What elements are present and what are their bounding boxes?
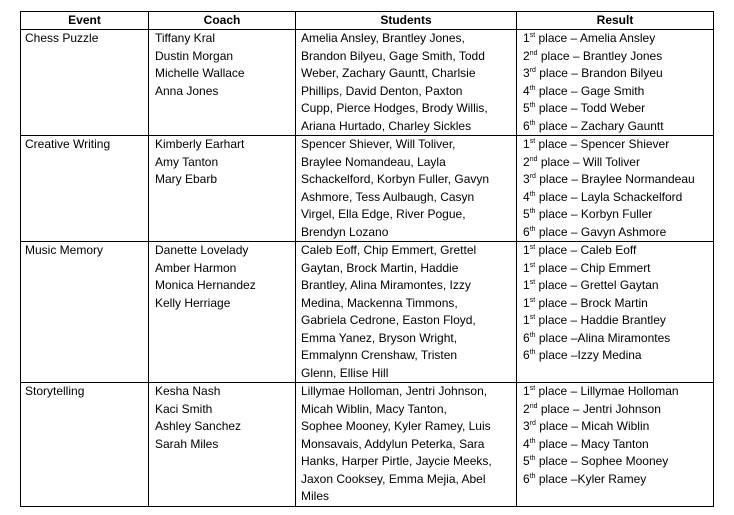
place-winner: place – Chip Emmert [535, 260, 651, 275]
header-event: Event [21, 12, 149, 30]
place-number: 1 [523, 243, 530, 257]
result-line [523, 100, 709, 118]
students-line: Jaxon Cooksey, Emma Mejia, Abel [301, 471, 486, 486]
place-suffix: nd [529, 402, 538, 410]
result-line [523, 224, 709, 242]
students-line: Monsavais, Addylun Peterka, Sara [301, 436, 485, 451]
table-row [21, 242, 714, 383]
place-suffix: th [529, 208, 536, 215]
place-suffix: th [529, 331, 536, 339]
coach-name: Michelle Wallace [155, 66, 245, 80]
result-line [523, 383, 709, 401]
place-number: 4 [523, 189, 530, 204]
place-suffix: st [529, 314, 536, 321]
students-line: Cupp, Pierce Hodges, Brody Willis, [301, 101, 488, 115]
students-line: Braylee Nomandeau, Layla [301, 154, 446, 169]
result-line [523, 312, 709, 330]
place-winner: place –Kyler Ramey [535, 471, 647, 486]
place-winner: place – Zachary Gauntt [535, 118, 664, 133]
result-line [523, 277, 709, 295]
place-number: 3 [523, 66, 530, 80]
place-suffix: st [529, 385, 536, 392]
place-winner: place – Macy Tanton [535, 436, 649, 451]
coach-name: Tiffany Kral [155, 31, 216, 45]
place-winner: place – Todd Weber [535, 101, 646, 115]
place-number: 3 [523, 419, 530, 433]
place-number: 6 [523, 330, 530, 345]
place-suffix: th [529, 102, 536, 109]
result-line [523, 189, 709, 207]
place-suffix: th [529, 472, 536, 480]
coach-name: Kimberly Earhart [155, 137, 245, 151]
event-cell [21, 136, 149, 242]
place-number: 1 [523, 278, 530, 292]
place-winner: place – Will Toliver [537, 154, 640, 169]
place-suffix: nd [529, 49, 538, 57]
place-suffix: th [529, 119, 536, 127]
place-winner: place – Brantley Jones [537, 48, 663, 63]
students-line: Ashmore, Tess Aulbaugh, Casyn [301, 189, 475, 204]
result-line [523, 347, 709, 365]
place-number: 3 [523, 172, 530, 186]
coach-name: Kaci Smith [155, 401, 213, 416]
students-line: Ariana Hurtado, Charley Sickles [301, 118, 472, 133]
result-line [523, 136, 709, 154]
place-suffix: st [529, 296, 536, 304]
result-line [523, 171, 709, 189]
coach-cell [149, 30, 296, 136]
result-line [523, 30, 709, 48]
result-line [523, 48, 709, 66]
place-number: 6 [523, 471, 530, 486]
students-line: Amelia Ansley, Brantley Jones, [301, 31, 465, 45]
event-cell [21, 30, 149, 136]
coach-name: Anna Jones [155, 83, 219, 98]
place-winner: place – Sophee Mooney [535, 454, 669, 468]
place-winner: place – Gage Smith [535, 83, 645, 98]
event-name: Chess Puzzle [25, 31, 99, 45]
result-line [523, 260, 709, 278]
header-row [21, 12, 714, 30]
students-line: Brantley, Alina Miramontes, Izzy [301, 278, 471, 292]
place-number: 1 [523, 313, 530, 327]
result-cell [517, 136, 714, 242]
result-line [523, 242, 709, 260]
event-cell [21, 242, 149, 383]
place-suffix: st [529, 32, 536, 39]
place-number: 1 [523, 31, 530, 45]
coach-name: Ashley Sanchez [155, 419, 242, 433]
students-line: Emma Yanez, Bryson Wright, [301, 330, 458, 345]
place-number: 1 [523, 260, 530, 275]
result-line [523, 65, 709, 83]
students-line: Lillymae Holloman, Jentri Johnson, [301, 384, 488, 398]
place-suffix: th [529, 190, 536, 198]
place-suffix: st [529, 138, 536, 145]
students-cell [296, 383, 517, 507]
students-line: Spencer Shiever, Will Toliver, [301, 137, 456, 151]
students-cell [296, 242, 517, 383]
coach-name: Amber Harmon [155, 260, 237, 275]
event-cell [21, 383, 149, 507]
place-winner: place – Micah Wiblin [535, 419, 650, 433]
place-number: 1 [523, 295, 530, 310]
students-line: Gaytan, Brock Martin, Haddie [301, 260, 459, 275]
place-number: 4 [523, 436, 530, 451]
place-winner: place – Caleb Eoff [535, 243, 637, 257]
table-row [21, 383, 714, 507]
students-line: Sophee Mooney, Kyler Ramey, Luis [301, 419, 491, 433]
students-line: Micah Wiblin, Macy Tanton, [301, 401, 447, 416]
place-number: 4 [523, 83, 530, 98]
place-number: 5 [523, 454, 530, 468]
coach-name: Kelly Herriage [155, 295, 231, 310]
result-line [523, 436, 709, 454]
students-cell [296, 136, 517, 242]
result-line [523, 83, 709, 101]
students-line: Gabriela Cedrone, Easton Floyd, [301, 313, 476, 327]
students-line: Glenn, Ellise Hill [301, 365, 389, 380]
place-number: 2 [523, 401, 530, 416]
place-number: 6 [523, 348, 530, 362]
place-suffix: th [529, 437, 536, 445]
event-name: Storytelling [25, 384, 85, 398]
place-number: 2 [523, 154, 530, 169]
place-suffix: rd [529, 420, 536, 427]
table-row [21, 30, 714, 136]
students-line: Schackelford, Korbyn Fuller, Gavyn [301, 172, 490, 186]
coach-name: Amy Tanton [155, 154, 219, 169]
students-line: Brendyn Lozano [301, 224, 389, 239]
header-coach: Coach [149, 12, 296, 30]
students-line: Hanks, Harper Pirtle, Jaycie Meeks, [301, 454, 492, 468]
place-suffix: th [529, 349, 536, 356]
place-winner: place – Layla Schackelford [535, 189, 683, 204]
place-number: 2 [523, 48, 530, 63]
place-suffix: th [529, 84, 536, 92]
coach-name: Dustin Morgan [155, 48, 234, 63]
place-suffix: rd [529, 173, 536, 180]
students-cell [296, 30, 517, 136]
result-cell [517, 383, 714, 507]
place-suffix: rd [529, 67, 536, 74]
place-winner: place – Spencer Shiever [535, 137, 670, 151]
place-winner: place – Grettel Gaytan [535, 278, 659, 292]
place-winner: place –Alina Miramontes [535, 330, 671, 345]
place-number: 6 [523, 118, 530, 133]
place-suffix: st [529, 279, 536, 286]
place-suffix: th [529, 455, 536, 462]
place-suffix: th [529, 225, 536, 233]
result-line [523, 453, 709, 471]
result-line [523, 295, 709, 313]
event-name: Music Memory [25, 243, 104, 257]
coach-cell [149, 136, 296, 242]
place-winner: place – Jentri Johnson [537, 401, 661, 416]
students-line: Phillips, David Denton, Paxton [301, 83, 463, 98]
table-row [21, 136, 714, 242]
place-winner: place – Amelia Ansley [535, 31, 656, 45]
place-suffix: nd [529, 155, 538, 163]
place-suffix: st [529, 261, 536, 269]
students-line: Brandon Bilyeu, Gage Smith, Todd [301, 48, 485, 63]
students-line: Medina, Mackenna Timmons, [301, 295, 458, 310]
place-number: 1 [523, 384, 530, 398]
place-winner: place – Brock Martin [535, 295, 648, 310]
students-line: Caleb Eoff, Chip Emmert, Grettel [301, 243, 477, 257]
results-table [20, 11, 714, 507]
result-line [523, 330, 709, 348]
place-winner: place – Braylee Normandeau [535, 172, 695, 186]
place-number: 6 [523, 224, 530, 239]
place-number: 5 [523, 207, 530, 221]
coach-name: Kesha Nash [155, 384, 221, 398]
place-number: 5 [523, 101, 530, 115]
students-line: Emmalynn Crenshaw, Tristen [301, 348, 458, 362]
result-cell [517, 242, 714, 383]
students-line: Virgel, Ella Edge, River Pogue, [301, 207, 466, 221]
result-line [523, 118, 709, 136]
place-winner: place –Izzy Medina [535, 348, 642, 362]
result-line [523, 401, 709, 419]
place-winner: place – Brandon Bilyeu [535, 66, 663, 80]
students-line: Miles [301, 489, 330, 503]
place-suffix: st [529, 244, 536, 251]
event-name: Creative Writing [25, 137, 111, 151]
header-result: Result [517, 12, 714, 30]
result-line [523, 471, 709, 489]
coach-cell [149, 242, 296, 383]
result-line [523, 418, 709, 436]
coach-name: Mary Ebarb [155, 172, 218, 186]
place-winner: place – Korbyn Fuller [535, 207, 653, 221]
coach-name: Monica Hernandez [155, 278, 256, 292]
place-winner: place – Haddie Brantley [535, 313, 666, 327]
place-number: 1 [523, 137, 530, 151]
coach-cell [149, 383, 296, 507]
result-cell [517, 30, 714, 136]
place-winner: place – Lillymae Holloman [535, 384, 679, 398]
coach-name: Sarah Miles [155, 436, 219, 451]
header-students: Students [296, 12, 517, 30]
table-body [21, 30, 714, 507]
students-line: Weber, Zachary Gauntt, Charlsie [301, 66, 476, 80]
result-line [523, 206, 709, 224]
result-line [523, 154, 709, 172]
coach-name: Danette Lovelady [155, 243, 249, 257]
place-winner: place – Gavyn Ashmore [535, 224, 667, 239]
